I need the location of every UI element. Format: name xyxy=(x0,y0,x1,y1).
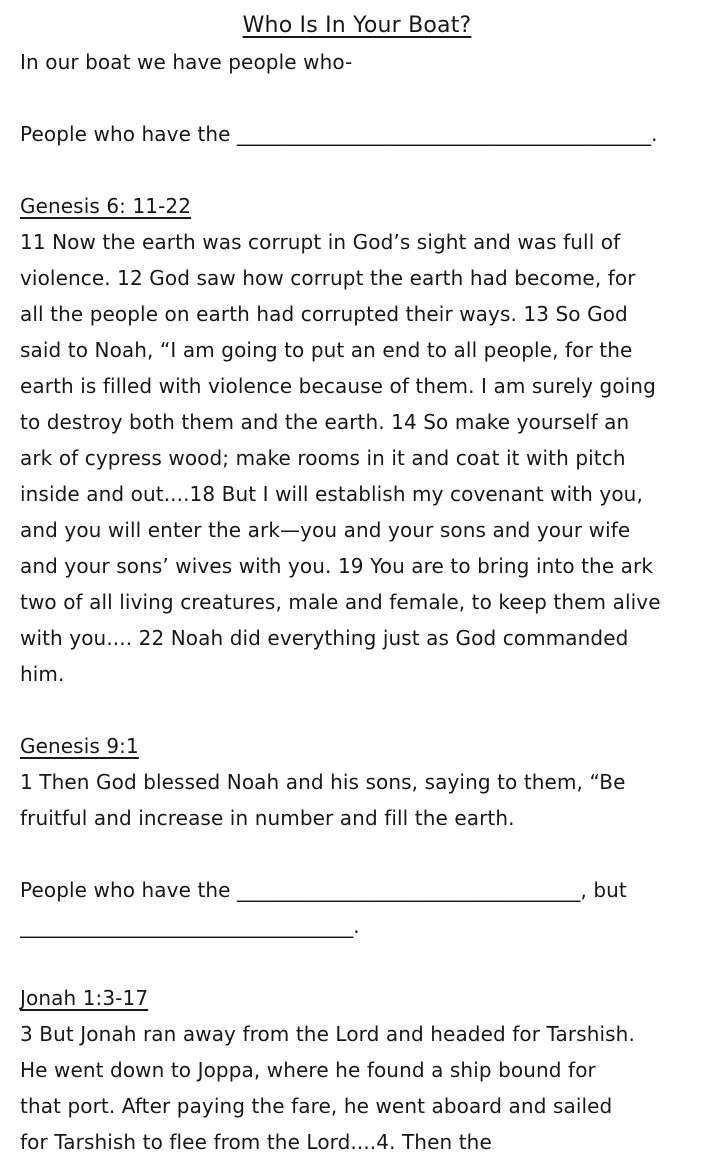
scripture-heading-genesis-6-text: Genesis 6: 11-22 xyxy=(20,194,192,218)
passage-line: said to Noah, “I am going to put an end to all people, for the xyxy=(20,338,633,362)
doc-title xyxy=(20,8,694,44)
passage-line: and your sons’ wives with you. 19 You are to bring into the ark xyxy=(20,554,654,578)
fill-in-blank-sentence-1: People who have the _________________________________________. xyxy=(20,122,658,146)
scripture-heading-jonah-1-text: Jonah 1:3-17 xyxy=(20,986,149,1010)
fill-in-blank-line: People who have the __________________________________, but xyxy=(20,878,627,902)
passage-line: two of all living creatures, male and female, to keep them alive xyxy=(20,590,661,614)
passage-line: ark of cypress wood; make rooms in it and coat it with pitch xyxy=(20,446,626,470)
fill-in-blank-line: _________________________________. xyxy=(20,914,360,938)
doc-title-text: Who Is In Your Boat? xyxy=(242,13,472,38)
passage-line: for Tarshish to flee from the Lord....4. Then the xyxy=(20,1130,492,1154)
passage-genesis-6 xyxy=(20,224,694,692)
passage-line: inside and out....18 But I will establish my covenant with you, xyxy=(20,482,643,506)
scripture-heading-genesis-6 xyxy=(20,188,694,224)
passage-line: earth is filled with violence because of them. I am surely going xyxy=(20,374,656,398)
passage-line: that port. After paying the fare, he went aboard and sailed xyxy=(20,1094,613,1118)
passage-line: 1 Then God blessed Noah and his sons, saying to them, “Be xyxy=(20,770,626,794)
passage-line: to destroy both them and the earth. 14 So make yourself an xyxy=(20,410,630,434)
passage-line: 3 But Jonah ran away from the Lord and headed for Tarshish. xyxy=(20,1022,635,1046)
fill-in-blank-sentence-2 xyxy=(20,872,694,944)
passage-line: 11 Now the earth was corrupt in God’s sight and was full of xyxy=(20,230,621,254)
passage-line: all the people on earth had corrupted their ways. 13 So God xyxy=(20,302,628,326)
passage-line: fruitful and increase in number and fill the earth. xyxy=(20,806,515,830)
scripture-heading-jonah-1 xyxy=(20,980,694,1016)
scripture-heading-genesis-9 xyxy=(20,728,694,764)
intro-line: In our boat we have people who- xyxy=(20,50,353,74)
passage-line: violence. 12 God saw how corrupt the earth had become, for xyxy=(20,266,636,290)
scripture-heading-genesis-9-text: Genesis 9:1 xyxy=(20,734,139,758)
passage-genesis-9 xyxy=(20,764,694,836)
passage-jonah-1 xyxy=(20,1016,694,1160)
passage-line: with you.... 22 Noah did everything just as God commanded xyxy=(20,626,629,650)
passage-line: him. xyxy=(20,662,65,686)
passage-line: He went down to Joppa, where he found a ship bound for xyxy=(20,1058,596,1082)
passage-line: and you will enter the ark—you and your sons and your wife xyxy=(20,518,631,542)
